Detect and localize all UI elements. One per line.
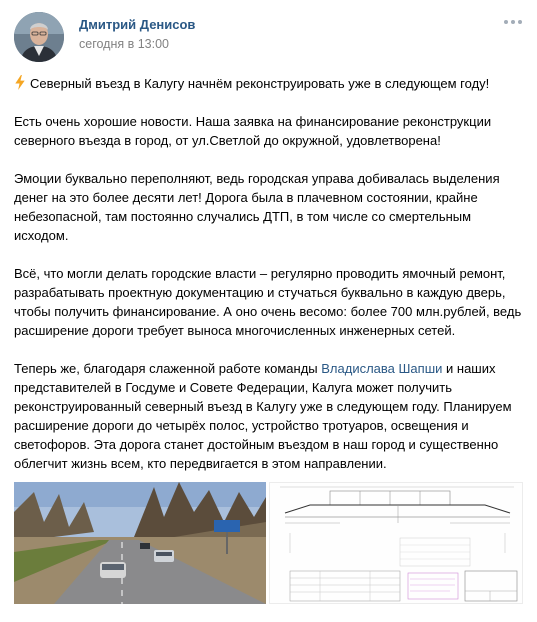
post-paragraph: Эмоции буквально переполняют, ведь городская управа добивалась выделения денег на это более десяти лет! Дорога была в плачевном состоянии, крайне небезопасной, там постоянно случались ДТП, в том числе со смертельным исходом. xyxy=(14,171,500,243)
road-plan-drawing[interactable] xyxy=(269,482,523,604)
mention-link[interactable]: Владислава Шапши xyxy=(321,361,443,376)
paragraph-text: и наших представителей в Госдуме и Совете Федерации, Калуга может получить реконструированный северный въезд в Калугу уже в следующем году. Планируем расширение дороги до четырёх полос, устройство тротуаров, освещения и светофоров. Эта дорога станет достойным въездом в наш город и существенно облегчит жизнь всем, кто передвигается в этом направлении. xyxy=(14,361,512,471)
avatar-photo xyxy=(14,12,64,62)
road-photo-image xyxy=(14,482,266,604)
post-paragraph: Всё, что могли делать городские власти – регулярно проводить ямочный ремонт, разрабатывать проектную документацию и стучаться буквально в каждую дверь, чтобы получить финансирование. А оно очень весомо: более 700 млн.рублей, ведь расширение дороги требует выноса многочисленных инженерных сетей. xyxy=(14,266,522,338)
post-paragraph xyxy=(14,359,524,473)
post-timestamp[interactable]: сегодня в 13:00 xyxy=(79,37,169,51)
post-header xyxy=(0,0,537,70)
headline-text: Северный въезд в Калугу начнём реконструировать уже в следующем году! xyxy=(30,76,490,91)
paragraph-text: Теперь же, благодаря слаженной работе команды xyxy=(14,361,322,376)
author-name[interactable]: Дмитрий Денисов xyxy=(79,17,196,32)
more-dots-icon[interactable] xyxy=(504,18,522,28)
road-photo[interactable] xyxy=(14,482,266,604)
post-paragraph: Есть очень хорошие новости. Наша заявка на финансирование реконструкции северного въезда в город, от ул.Светлой до окружной, удовлетворена! xyxy=(14,114,492,148)
post-headline xyxy=(14,74,524,93)
post-text xyxy=(14,74,524,492)
avatar[interactable] xyxy=(14,12,64,62)
road-plan-image xyxy=(270,483,523,604)
lightning-icon xyxy=(14,75,26,90)
